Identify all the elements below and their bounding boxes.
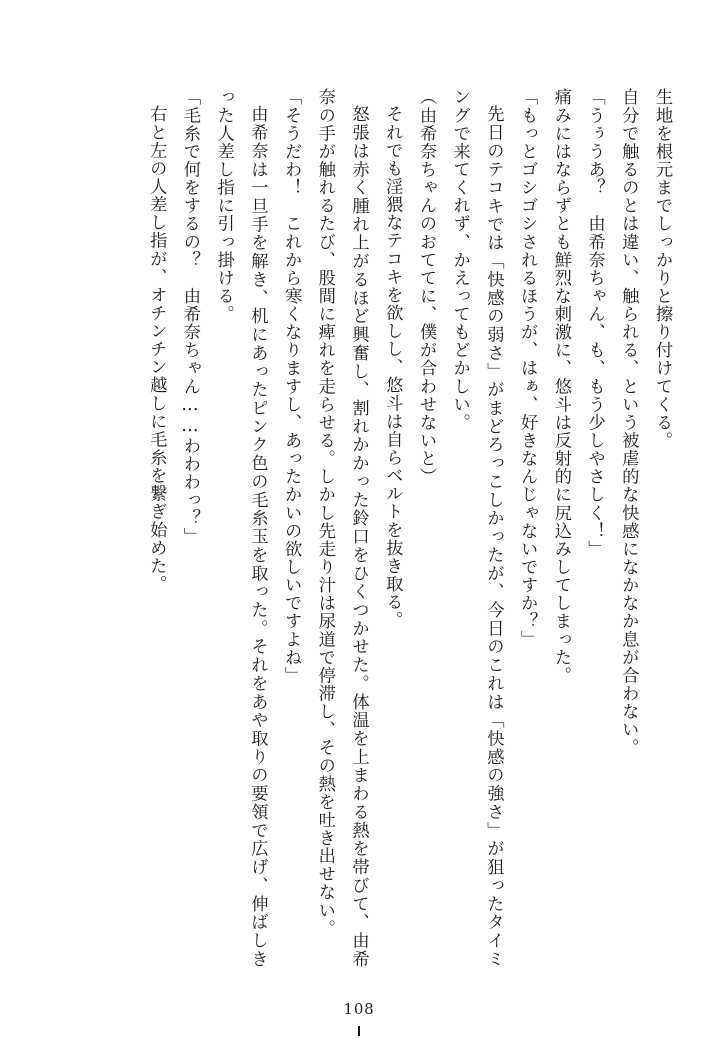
page-body-text	[56, 88, 678, 968]
paragraph: 痛みにはならずとも鮮烈な刺激に、悠斗は反射的に尻込みしてしまった。	[550, 88, 571, 685]
paragraph: 「うぅうあ？ 由希奈ちゃん、も、もう少しやさしく！」	[584, 88, 605, 558]
paragraph: 「そうだわ！ これから寒くなりますし、あったかいの欲しいですよね」	[281, 88, 302, 685]
page-number: 108	[343, 1000, 375, 1018]
paragraph: 由希奈は一旦手を解き、机にあったピンク色の毛糸玉を取った。それをあや取りの要領で広げ、伸ばしきった人差し指に引っ掛ける。	[213, 88, 268, 968]
paragraph: 「毛糸で何をするの？ 由希奈ちゃん……わわわっ？」	[179, 88, 200, 546]
paragraph: 先日のテコキでは「快感の弱さ」がまどろっこしかったが、今日のこれは「快感の強さ」が狙ったタイミングで来てくれず、かえってもどかしい。	[449, 88, 504, 968]
paragraph: それでも淫猥なテコキを欲しし、悠斗は自らベルトを抜き取る。	[382, 105, 403, 630]
spine-mark	[358, 1026, 360, 1036]
paragraph: 生地を根元までしっかりと擦り付けてくる。	[652, 88, 672, 450]
paragraph: 自分で触るのとは違い、触られる、という被虐的な快感になかなか息が合わない。	[618, 88, 639, 757]
paragraph: （由希奈ちゃんのおててに、僕が合わせないと）	[415, 88, 436, 486]
paragraph: 怒張は赤く腫れ上がるほど興奮し、割れかかった鈴口をひくつかせた。体温を上まわる熱を帯びて、由希奈の手が触れるたび、股間に痺れを走らせる。しかし先走り汁は尿道で停滞し、その熱を吐き出せない。	[314, 88, 369, 968]
paragraph: 「もっとゴシゴシされるほうが、はぁ、好きなんじゃないですか？」	[517, 88, 538, 649]
paragraph: 右と左の人差し指が、オチンチン越しに毛糸を繋ぎ始めた。	[146, 105, 167, 594]
